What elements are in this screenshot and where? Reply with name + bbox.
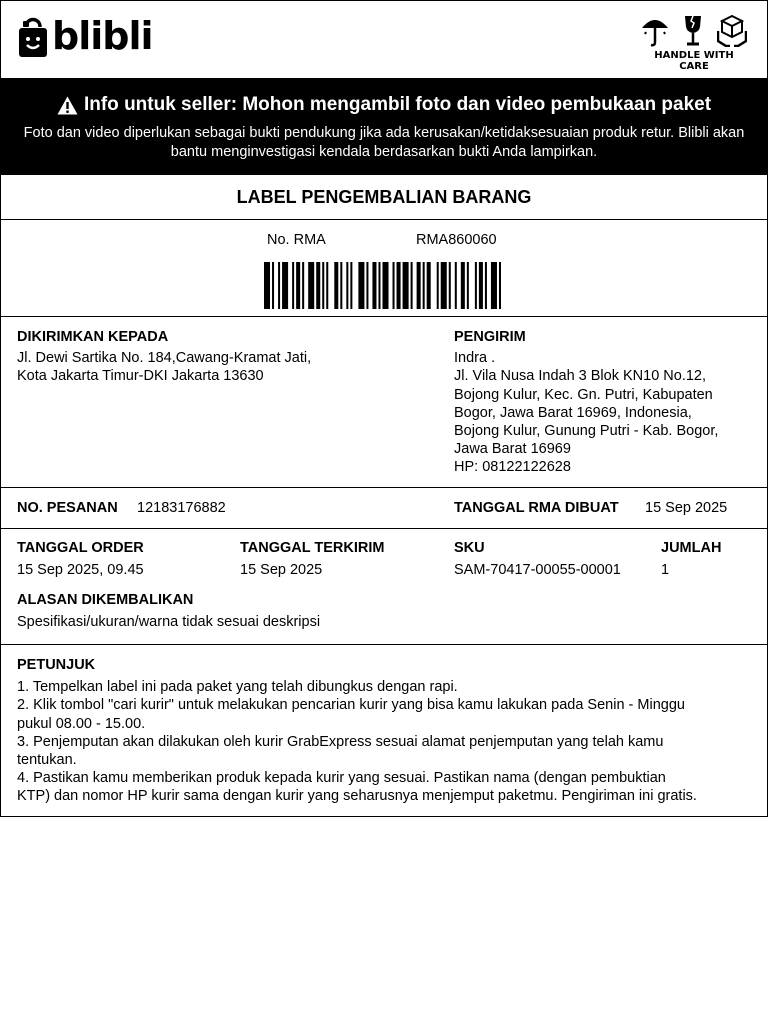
barcode-bar — [296, 262, 300, 309]
order-number-value: 12183176882 — [137, 500, 226, 516]
brand-name: blibli — [52, 14, 153, 58]
quantity-label: JUMLAH — [661, 540, 722, 556]
rma-number: RMA860060 — [416, 232, 497, 248]
barcode-bar — [491, 262, 497, 309]
barcode-bar — [393, 262, 395, 309]
return-reason-label: ALASAN DIKEMBALIKAN — [17, 592, 194, 608]
barcode-bar — [411, 262, 413, 309]
barcode-bar — [326, 262, 328, 309]
barcode-bar — [455, 262, 457, 309]
banner-text: Foto dan video diperlukan sebagai bukti pendukung jika ada kerusakan/ketidaksesuaian produk retur. Blibli akan bantu menginvestigasi kendala berdasarkan bukti Anda lampirkan. — [23, 125, 745, 160]
sender-title: PENGIRIM — [454, 329, 526, 345]
umbrella-icon — [641, 15, 669, 47]
barcode-bar — [449, 262, 451, 309]
brand-logo — [18, 15, 153, 57]
barcode-bar — [423, 262, 425, 309]
shopping-bag-icon — [18, 15, 48, 57]
return-reason-value: Spesifikasi/ukuran/warna tidak sesuai deskripsi — [17, 614, 321, 630]
barcode-bar — [366, 262, 368, 309]
warning-icon — [57, 96, 78, 115]
barcode-bar — [378, 262, 380, 309]
recipient-line: Kota Jakarta Timur-DKI Jakarta 13630 — [17, 368, 264, 385]
sku-label: SKU — [454, 540, 485, 556]
instruction-line: pukul 08.00 - 15.00. — [17, 715, 146, 732]
instruction-line: tentukan. — [17, 752, 77, 769]
banner-heading — [1, 94, 767, 116]
barcode-bar — [316, 262, 320, 309]
instruction-line: 4. Pastikan kamu memberikan produk kepada kurir yang sesuai. Pastikan nama (dengan pembuktian — [17, 770, 666, 787]
hands-box-icon — [717, 15, 747, 47]
order-number-label: NO. PESANAN — [17, 500, 118, 516]
address-section — [1, 317, 767, 488]
order-date-label: TANGGAL ORDER — [17, 540, 144, 556]
barcode-bar — [441, 262, 447, 309]
handle-with-care-text: HANDLE WITH CARE — [654, 50, 734, 72]
barcode-bar — [278, 262, 280, 309]
recipient-line: Jl. Dewi Sartika No. 184,Cawang-Kramat Jati, — [17, 350, 312, 367]
rma-date-label: TANGGAL RMA DIBUAT — [454, 500, 619, 516]
barcode-bar — [346, 262, 348, 309]
return-reason — [17, 592, 320, 630]
sender-line: Jawa Barat 16969 — [454, 441, 571, 458]
recipient-title: DIKIRIMKAN KEPADA — [17, 329, 169, 345]
sent-date-value: 15 Sep 2025 — [240, 562, 323, 578]
sku-value: SAM-70417-00055-00001 — [454, 562, 621, 578]
barcode-bar — [499, 262, 501, 309]
instruction-line: KTP) dan nomor HP kurir sama dengan kurir yang seharusnya menjemput paketmu. Pengiriman ini gratis. — [17, 788, 697, 805]
barcode-bar — [308, 262, 314, 309]
instruction-line: 2. Klik tombol "cari kurir" untuk melakukan pencarian kurir yang bisa kamu lakukan pada Senin - Minggu — [17, 697, 685, 714]
barcode-bar — [417, 262, 421, 309]
order-date-column — [17, 540, 144, 578]
seller-info-banner — [1, 79, 767, 175]
quantity-column — [661, 540, 721, 578]
sender-line: Bogor, Jawa Barat 16969, Indonesia, — [454, 404, 692, 421]
rma-barcode — [264, 262, 505, 309]
barcode-bar — [479, 262, 483, 309]
banner-title: Info untuk seller: Mohon mengambil foto dan video pembukaan paket — [83, 94, 712, 115]
barcode-bar — [272, 262, 274, 309]
rma-date-value: 15 Sep 2025 — [645, 500, 728, 516]
sender-block — [454, 328, 754, 477]
sender-line: Bojong Kulur, Kec. Gn. Putri, Kabupaten — [454, 386, 713, 403]
barcode-bar — [397, 262, 401, 309]
sent-date-column — [240, 540, 384, 578]
rma-label: No. RMA — [267, 232, 326, 248]
rma-section — [1, 220, 767, 317]
barcode-bar — [437, 262, 439, 309]
barcode-bar — [475, 262, 477, 309]
barcode-bar — [461, 262, 465, 309]
barcode-bar — [302, 262, 304, 309]
barcode-bar — [334, 262, 338, 309]
sent-date-label: TANGGAL TERKIRIM — [240, 540, 385, 556]
barcode-bar — [350, 262, 352, 309]
instruction-line: 1. Tempelkan label ini pada paket yang telah dibungkus dengan rapi. — [17, 679, 458, 696]
barcode-bar — [427, 262, 431, 309]
sender-phone: HP: 08122122628 — [454, 459, 571, 476]
handle-with-care-mark — [639, 15, 749, 72]
barcode-bar — [340, 262, 342, 309]
document-title-row — [1, 175, 767, 220]
barcode-bar — [282, 262, 288, 309]
barcode-bar — [322, 262, 324, 309]
barcode-bar — [382, 262, 388, 309]
sku-column — [454, 540, 621, 578]
fragile-glass-icon — [682, 15, 704, 47]
barcode-bar — [467, 262, 469, 309]
barcode-bar — [372, 262, 376, 309]
quantity-value: 1 — [661, 562, 670, 578]
barcode-bar — [358, 262, 364, 309]
document-title: LABEL PENGEMBALIAN BARANG — [236, 186, 532, 207]
instructions-section — [1, 645, 767, 806]
sender-name: Indra . — [454, 350, 496, 367]
barcode-bar — [403, 262, 409, 309]
recipient-block — [17, 328, 417, 386]
instructions-title: PETUNJUK — [17, 657, 96, 673]
instruction-line: 3. Penjemputan akan dilakukan oleh kurir GrabExpress sesuai alamat penjemputan yang telah kamu — [17, 733, 664, 750]
barcode-bar — [485, 262, 487, 309]
sender-line: Bojong Kulur, Gunung Putri - Kab. Bogor, — [454, 423, 719, 440]
order-section — [1, 488, 767, 529]
details-section — [1, 529, 767, 645]
barcode-bar — [264, 262, 270, 309]
label-header — [1, 1, 767, 79]
barcode-bar — [292, 262, 294, 309]
order-date-value: 15 Sep 2025, 09.45 — [17, 562, 144, 578]
sender-line: Jl. Vila Nusa Indah 3 Blok KN10 No.12, — [454, 368, 707, 385]
